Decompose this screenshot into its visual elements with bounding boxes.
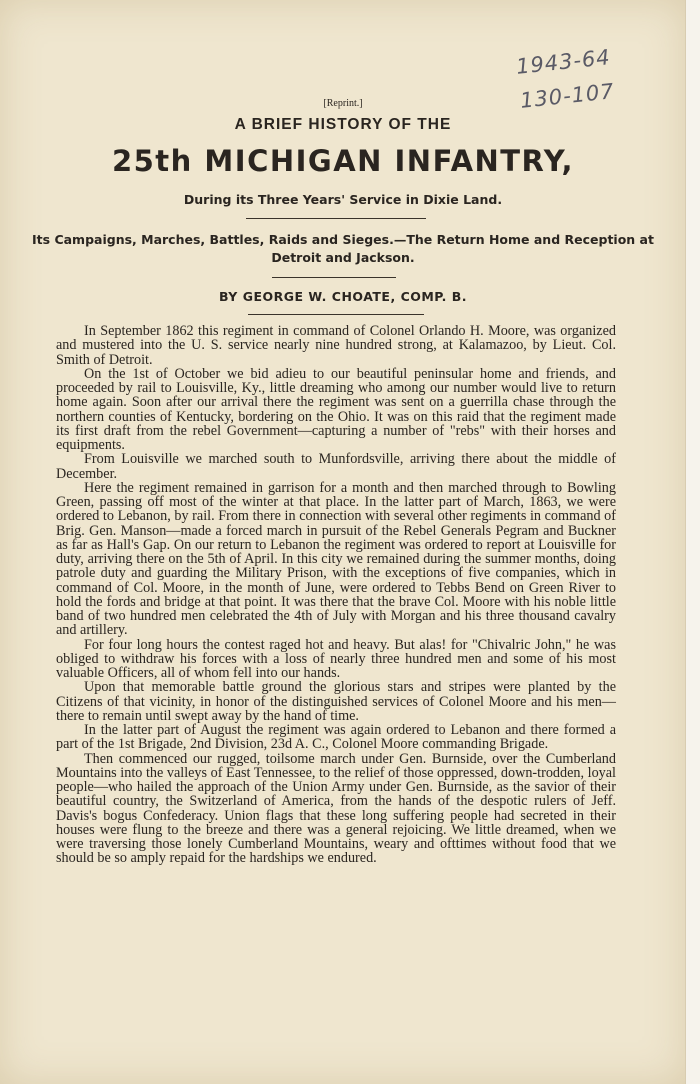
campaigns-heading: Its Campaigns, Marches, Battles, Raids and Sieges.—The Return Home and Reception at Detroit and Jackson. bbox=[32, 232, 654, 265]
reprint-label: [Reprint.] bbox=[323, 98, 363, 109]
page-title: 25th MICHIGAN INFANTRY, bbox=[111, 144, 575, 178]
author-byline: BY GEORGE W. CHOATE, COMP. B. bbox=[218, 289, 468, 304]
paragraph: For four long hours the contest raged hot and heavy. But alas! for "Chivalric John," he was obliged to withdraw his forces with a loss of nearly three hundred men and some of his most valuable Officers, all of whom fell into our hands. bbox=[56, 636, 616, 681]
paragraph: In September 1862 this regiment in command of Colonel Orlando H. Moore, was organized and mustered into the U. S. service nearly nine hundred strong, at Kalamazoo, by Lieut. Col. Smith of Detroit. bbox=[56, 323, 616, 368]
brief-history-heading: A BRIEF HISTORY OF THE bbox=[234, 116, 452, 133]
divider bbox=[272, 277, 396, 278]
paragraph: Upon that memorable battle ground the glorious stars and stripes were planted by the Citizens of that vicinity, in honor of the distinguished services of Colonel Moore and his men—there to remain until swept away by the hand of time. bbox=[56, 679, 616, 724]
divider bbox=[248, 314, 424, 315]
paragraph: Here the regiment remained in garrison for a month and then marched through to Bowling Green, passing off most of the winter at that place. In the latter part of March, 1863, we were ordered to Lebanon, by rail. From there in connection with several other regiments in command of Brig. Gen. Manson—made a forced march in pursuit of the Rebel Generals Pegram and Buckner as far as Hall's Gap. On our return to Lebanon the regiment was ordered to report at Louisville for duty, arriving there on the 5th of April. In this city we remained during the summer months, doing patrole duty and guarding the Military Prison, with the exceptions of five companies, which in command of Col. Moore, in the month of June, were ordered to Tebbs Bend on Green River to hold the fords and bridge at that point. It was there that the brave Col. Moore with his noble little band of two hundred men celebrated the 4th of July with Morgan and his three thousand cavalry and artillery. bbox=[56, 479, 616, 639]
paragraph: Then commenced our rugged, toilsome march under Gen. Burnside, over the Cumberland Mountains into the valleys of East Tennessee, to the relief of those oppressed, down-trodden, loyal people—who hailed the approach of the Union Army under Gen. Burnside, as the savior of their beautiful country, the Switzerland of America, from the hands of the despotic rulers of Jeff. Davis's bogus Confederacy. Union flags that these long suffering people had secreted in their houses were flung to the breeze and there was a general rejoicing. We little dreamed, when we were traversing those lonely Cumberland Mountains, weary and ofttimes without food that we should be so amply repaid for the hardships we endured. bbox=[56, 750, 616, 867]
page-edge bbox=[685, 0, 700, 1084]
subtitle: During its Three Years' Service in Dixie Land. bbox=[183, 192, 503, 207]
paragraph: In the latter part of August the regiment was again ordered to Lebanon and there formed a part of the 1st Brigade, 2nd Division, 23d A. C., Colonel Moore commanding Brigade. bbox=[56, 722, 616, 753]
paragraph: On the 1st of October we bid adieu to our beautiful peninsular home and friends, and proceeded by rail to Louisville, Ky., little dreaming who among our number would live to return home again. Soon after our arrival there the regiment was sent on a guerrilla chase through the northern counties of Kentucky, bordering on the Ohio. It was on this raid that the regiment made its first draft from the rebel Government—capturing a number of "rebs" with their horses and equipments. bbox=[56, 365, 616, 453]
divider bbox=[246, 218, 426, 219]
handwritten-annotation: 1943-64 bbox=[515, 45, 612, 79]
handwritten-annotation: 130-107 bbox=[519, 79, 616, 113]
paragraph: From Louisville we marched south to Munfordsville, arriving there about the middle of December. bbox=[56, 451, 616, 482]
article-body bbox=[56, 324, 616, 866]
